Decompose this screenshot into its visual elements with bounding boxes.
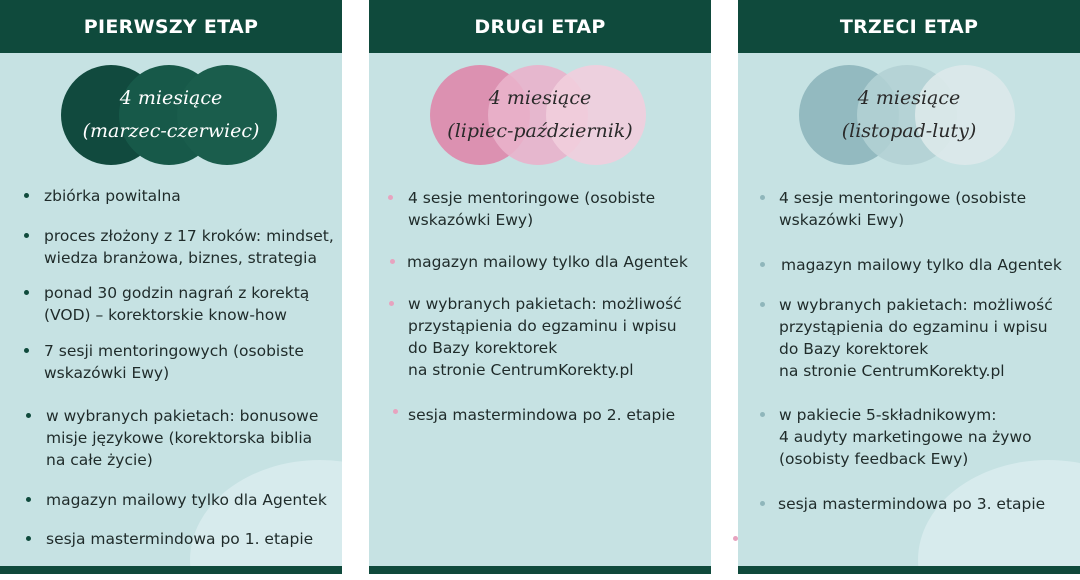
list-item: 7 sesji mentoringowych (osobiste wskazówki Ewy) [44,342,304,382]
bullet-dot [390,259,395,264]
list-item: 4 sesje mentoringowe (osobiste wskazówki Ewy) [408,189,656,229]
list-item: sesja mastermindowa po 1. etapie [46,530,314,548]
list-item: sesja mastermindowa po 3. etapie [778,495,1046,513]
list-item: w pakiecie 5-składnikowym: 4 audyty marketingowe na żywo (osobisty feedback Ewy) [779,406,1032,468]
bullet-dot [26,536,31,541]
feature-list [738,0,1080,574]
bullet-dot [24,290,29,295]
list-item: magazyn mailowy tylko dla Agentek [781,256,1062,274]
period-text: (marzec-czerwiec) [82,120,260,142]
list-item: ponad 30 godzin nagrań z korektą (VOD) – korektorskie know-how [44,284,310,324]
list-item: zbiórka powitalna [44,187,181,205]
stage-title: TRZECI ETAP [738,0,1080,53]
stage-card-3 [738,0,1080,574]
list-item: w wybranych pakietach: bonusowe misje językowe (korektorska biblia na całe życie) [46,407,319,469]
period-text: (listopad-luty) [841,120,977,142]
list-item: proces złożony z 17 kroków: mindset, wiedza branżowa, biznes, strategia [44,227,334,267]
bullet-dot [760,412,765,417]
bullet-dot [389,301,394,306]
bullet-dot [760,195,765,200]
card-footer-bar [738,566,1080,574]
list-item: magazyn mailowy tylko dla Agentek [407,253,688,271]
list-item: magazyn mailowy tylko dla Agentek [46,491,327,509]
decorative-dot [733,536,738,541]
duration-text: 4 miesiące [119,86,223,109]
feature-list [0,0,342,574]
duration-text: 4 miesiące [857,86,961,109]
period-text: (lipiec-październik) [447,120,633,142]
bullet-dot [760,262,765,267]
card-footer-bar [0,566,342,574]
bullet-dot [388,195,393,200]
duration-text: 4 miesiące [488,86,592,109]
bullet-dot [393,409,398,414]
stage-card-1 [0,0,342,574]
bullet-dot [24,193,29,198]
bullet-dot [760,501,765,506]
bullet-dot [760,302,765,307]
bullet-dot [24,233,29,238]
bullet-dot [24,348,29,353]
list-item: w wybranych pakietach: możliwość przystąpienia do egzaminu i wpisu do Bazy korektorek na stronie CentrumKorekty.pl [408,295,682,379]
bullet-dot [26,413,31,418]
feature-list [369,0,711,574]
stage-title: DRUGI ETAP [369,0,711,53]
card-footer-bar [369,566,711,574]
stage-card-2 [369,0,711,574]
list-item: w wybranych pakietach: możliwość przystąpienia do egzaminu i wpisu do Bazy korektorek na stronie CentrumKorekty.pl [779,296,1053,380]
bullet-dot [26,497,31,502]
list-item: 4 sesje mentoringowe (osobiste wskazówki Ewy) [779,189,1027,229]
stage-title: PIERWSZY ETAP [0,0,342,53]
list-item: sesja mastermindowa po 2. etapie [408,406,676,424]
